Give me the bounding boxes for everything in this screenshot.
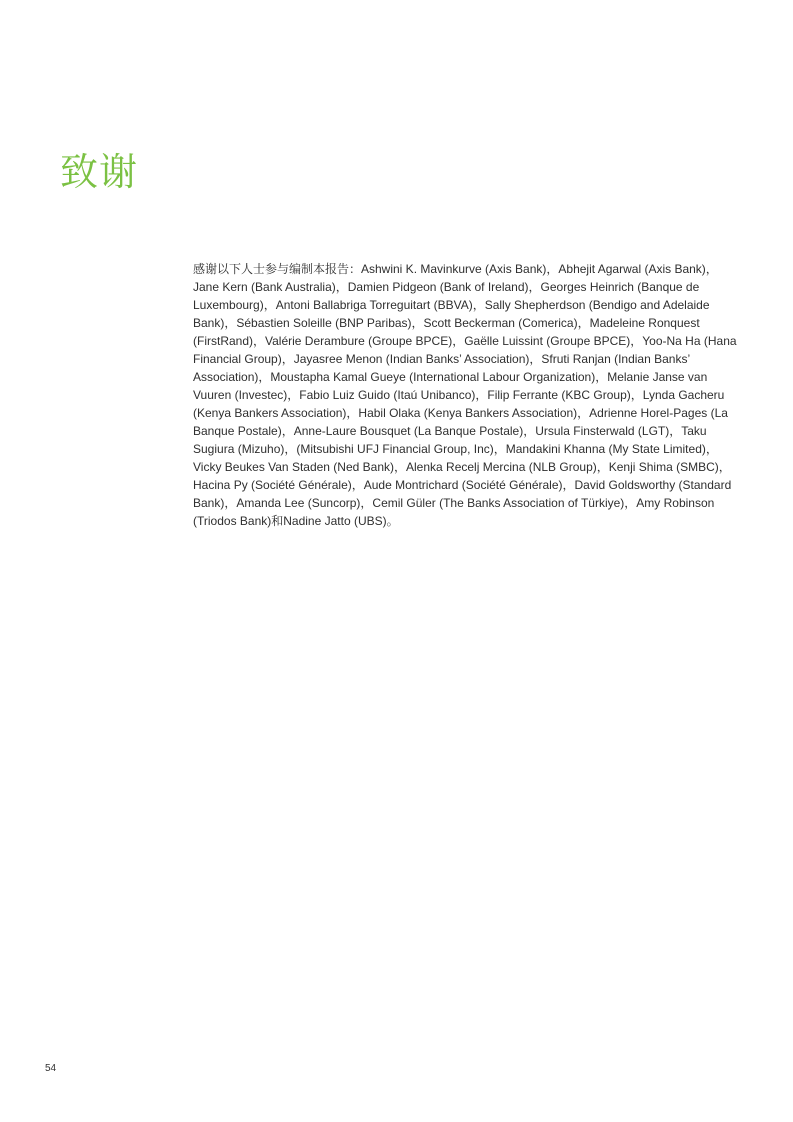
acknowledgement-paragraph: 感谢以下人士参与编制本报告：Ashwini K. Mavinkurve (Axis Bank)，Abhejit Agarwal (Axis Bank)，Jane Kern (Bank Australia)，Damien Pidgeon (Bank of Ireland)，Georges Heinrich (Banque de Luxembourg)，Antoni Ballabriga Torreguitart (BBVA)，Sally Shepherdson (Bendigo and Adelaide Bank)，Sébastien Soleille (BNP Paribas)，Scott Beckerman (Comerica)，Madeleine Ronquest (FirstRand)，Valérie Derambure (Groupe BPCE)，Gaëlle Luissint (Groupe BPCE)，Yoo-Na Ha (Hana Financial Group)，Jayasree Menon (Indian Banks’ Association)，Sfruti Ranjan (Indian Banks’ Association)，Moustapha Kamal Gueye (International Labour Organization)，Melanie Janse van Vuuren (Investec)，Fabio Luiz Guido (Itaú Unibanco)，Filip Ferrante (KBC Group)，Lynda Gacheru (Kenya Bankers Association)，Habil Olaka (Kenya Bankers Association)，Adrienne Horel-Pages (La Banque Postale)，Anne-Laure Bousquet (La Banque Postale)，Ursula Finsterwald (LGT)，Taku Sugiura (Mizuho)，(Mitsubishi UFJ Financial Group, Inc)，Mandakini Khanna (My State Limited)，Vicky Beukes Van Staden (Ned Bank)，Alenka Recelj Mercina (NLB Group)，Kenji Shima (SMBC)，Hacina Py (Société Générale)，Aude Montrichard (Société Générale)，David Goldsworthy (Standard Bank)，Amanda Lee (Suncorp)，Cemil Güler (The Banks Association of Türkiye)，Amy Robinson (Triodos Bank)和Nadine Jatto (UBS)。 [193, 262, 737, 528]
page-number: 54 [45, 1063, 57, 1074]
page-title: 致谢 [60, 150, 139, 194]
